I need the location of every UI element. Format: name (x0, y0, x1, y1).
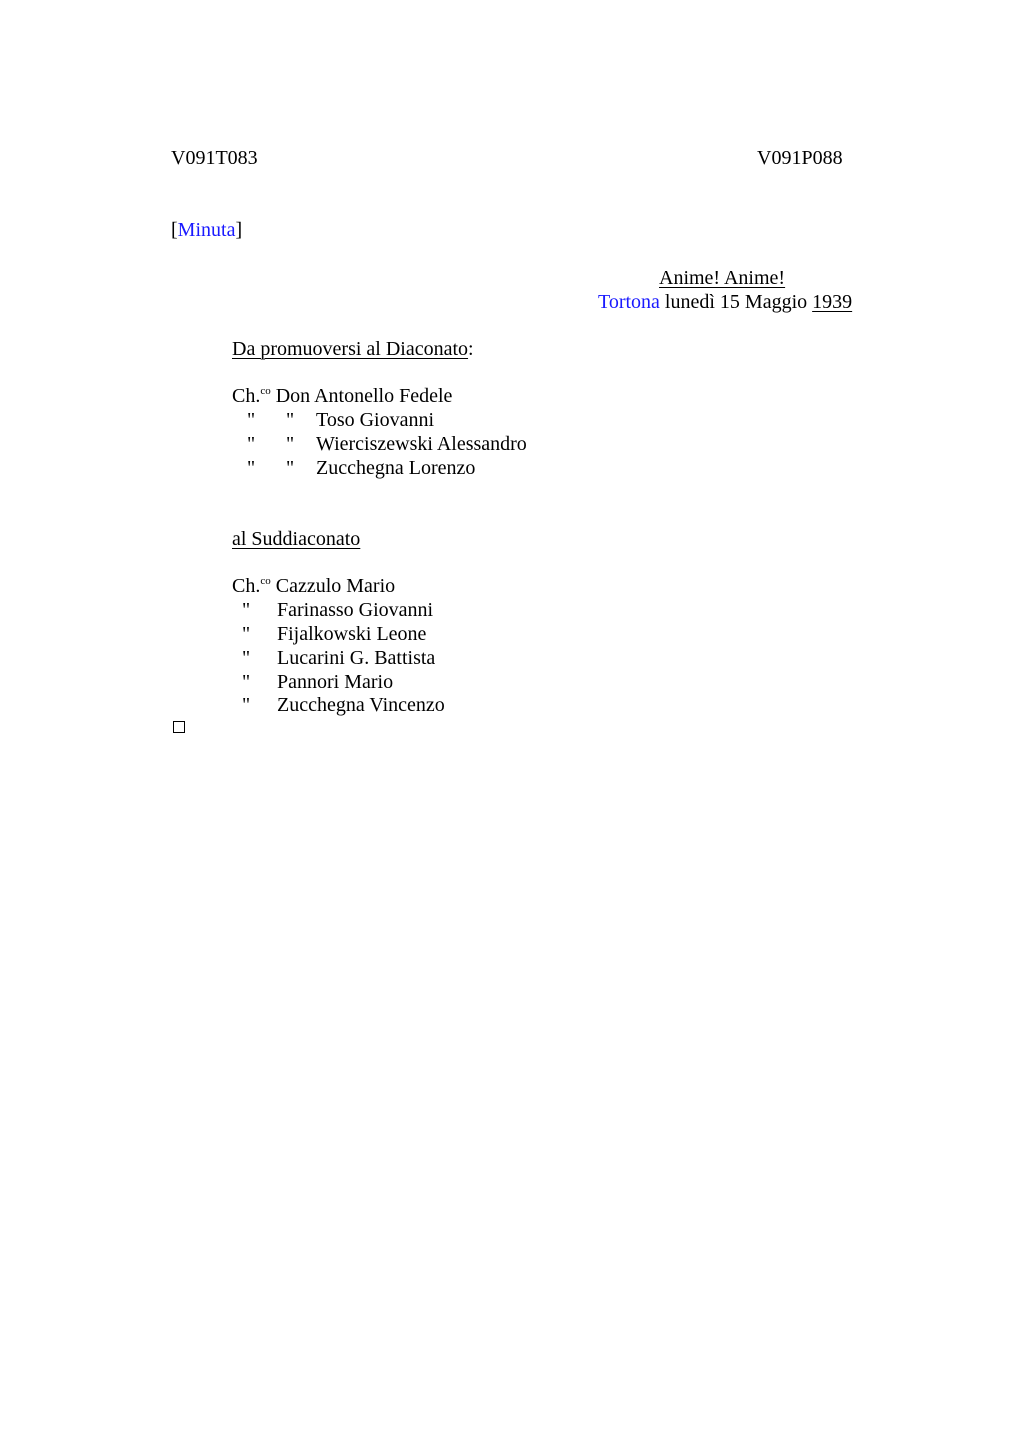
list-item (0, 598, 1024, 622)
prefix-sup: co (260, 385, 271, 397)
list-item-name: Farinasso Giovanni (277, 599, 434, 621)
ditto-mark: " (286, 433, 295, 455)
list-item-name: Pannori Mario (277, 671, 394, 693)
list-item (0, 432, 1024, 456)
ditto-mark: " (286, 457, 295, 479)
first-name: Cazzulo Mario (275, 575, 396, 597)
list-item-name: Zucchegna Vincenzo (277, 694, 445, 716)
list-item (0, 456, 1024, 480)
end-square-icon (173, 721, 185, 733)
draft-label (171, 218, 242, 242)
motto: Anime! Anime! (659, 267, 786, 289)
first-name: Don Antonello Fedele (275, 385, 453, 407)
ditto-mark: " (247, 457, 256, 479)
dateline (598, 290, 852, 314)
list-item (0, 622, 1024, 646)
ditto-mark: " (247, 409, 256, 431)
draft-close-bracket: ] (235, 219, 243, 241)
list-item (0, 670, 1024, 694)
list-item-name: Wierciszewski Alessandro (316, 433, 527, 455)
list-item-name: Toso Giovanni (316, 409, 435, 431)
prefix: Ch. (232, 575, 261, 597)
ditto-mark: " (242, 671, 251, 693)
ditto-mark: " (286, 409, 295, 431)
section-title-suffix: : (468, 338, 474, 360)
list-first-row (232, 384, 452, 408)
list-item-name: Fijalkowski Leone (277, 623, 427, 645)
list-item-name: Lucarini G. Battista (277, 647, 436, 669)
ditto-mark: " (247, 433, 256, 455)
place-link[interactable]: Tortona (598, 291, 660, 313)
date-text: lunedì 15 Maggio (664, 291, 808, 313)
list-item (0, 408, 1024, 432)
list-first-row (232, 574, 395, 598)
list-item (0, 693, 1024, 717)
ditto-mark: " (242, 599, 251, 621)
section-title-suddiaconato: al Suddiaconato (232, 528, 361, 550)
list-item-name: Zucchegna Lorenzo (316, 457, 476, 479)
year: 1939 (812, 291, 853, 313)
draft-link[interactable]: Minuta (177, 219, 236, 241)
section-title-diaconato (232, 337, 474, 361)
ditto-mark: " (242, 694, 251, 716)
document-code-right: V091P088 (757, 147, 843, 169)
prefix: Ch. (232, 385, 261, 407)
draft-open-bracket: [ (171, 219, 178, 241)
ditto-mark: " (242, 647, 251, 669)
document-code-left: V091T083 (171, 147, 258, 169)
prefix-sup: co (260, 575, 271, 587)
ditto-mark: " (242, 623, 251, 645)
list-item (0, 646, 1024, 670)
section-title-text: Da promuoversi al Diaconato (232, 338, 469, 360)
